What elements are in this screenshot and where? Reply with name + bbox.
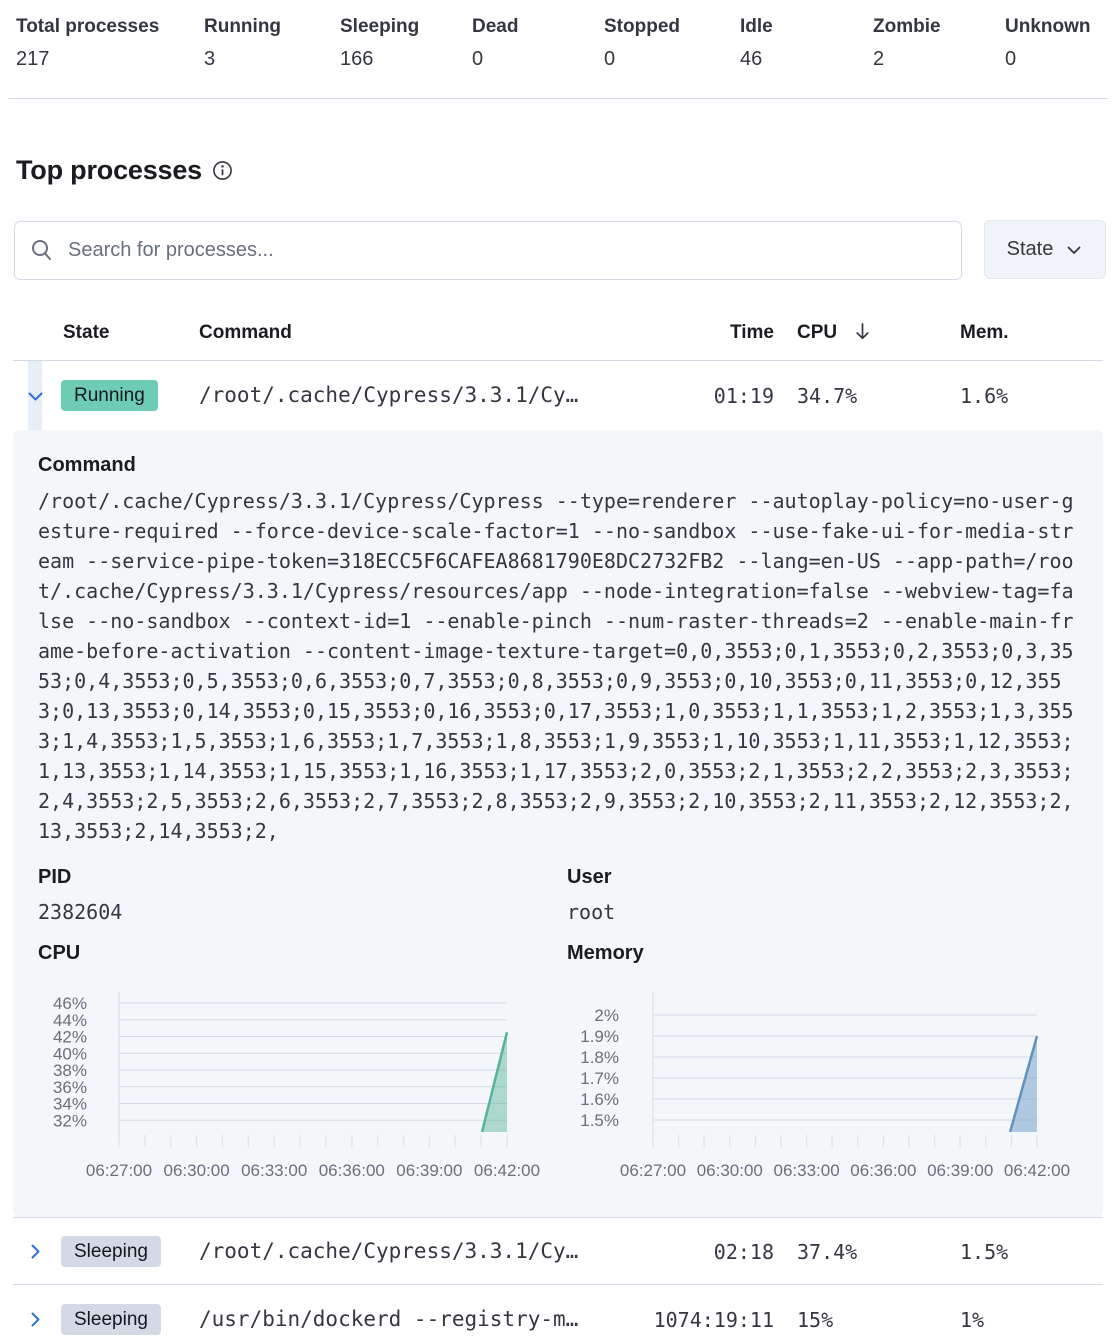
cpu-cell: 15% (797, 1308, 834, 1332)
svg-text:06:27:00: 06:27:00 (85, 1161, 153, 1180)
process-row-3 (13, 1284, 1103, 1344)
process-row-2 (13, 1217, 1103, 1284)
cpu-cell: 37.4% (797, 1240, 858, 1264)
svg-text:36%: 36% (52, 1077, 87, 1097)
status-badge-running: Running (61, 380, 158, 411)
state-filter-button[interactable] (984, 220, 1106, 279)
svg-text:06:33:00: 06:33:00 (241, 1161, 308, 1180)
sort-desc-arrow-icon (854, 322, 871, 344)
stat-sleeping (340, 16, 472, 71)
section-header (16, 155, 233, 186)
svg-text:2%: 2% (594, 1006, 619, 1026)
header-state: State (63, 322, 110, 343)
svg-text:06:36:00: 06:36:00 (850, 1161, 917, 1180)
stat-label: Stopped (604, 16, 680, 37)
header-mem[interactable]: Mem. (960, 322, 1009, 343)
mem-cell: 1% (960, 1308, 985, 1332)
svg-text:1.5%: 1.5% (580, 1111, 619, 1131)
stat-dead (472, 16, 604, 71)
svg-text:06:39:00: 06:39:00 (927, 1161, 994, 1180)
chevron-down-icon (1065, 241, 1083, 259)
status-badge-sleeping: Sleeping (61, 1304, 161, 1335)
table-header-row (13, 310, 1103, 361)
stat-value: 0 (472, 48, 484, 70)
svg-text:44%: 44% (52, 1010, 87, 1030)
process-row-1 (13, 361, 1103, 430)
cpu-usage-chart (30, 990, 545, 1188)
stat-value: 2 (873, 48, 885, 70)
pid-value: 2382604 (38, 900, 123, 924)
stat-label: Running (204, 16, 282, 37)
mem-cell: 1.6% (960, 384, 1009, 408)
time-cell: 1074:19:11 (653, 1308, 774, 1332)
svg-text:42%: 42% (52, 1027, 87, 1047)
expand-row-button[interactable] (26, 1242, 45, 1266)
stat-value: 46 (740, 48, 763, 70)
svg-text:34%: 34% (52, 1094, 87, 1114)
svg-text:06:30:00: 06:30:00 (696, 1161, 763, 1180)
svg-text:06:42:00: 06:42:00 (473, 1161, 541, 1180)
expand-row-button[interactable] (26, 1310, 45, 1334)
stat-label: Dead (472, 16, 519, 37)
command-full-text: /root/.cache/Cypress/3.3.1/Cypress/Cypress --type=renderer --autoplay-policy=no-user-gesture-required --force-device-scale-factor=1 --no-sandbox --use-fake-ui-for-media-stream --service-pipe-token=318ECC5F6CAFEA8681790E8DC2732FB2 --lang=en-US --app-path=/root/.cache/Cypress/3.3.1/Cypress/resources/app --node-integration=false --webview-tag=false --no-sandbox --context-id=1 --enable-pinch --num-raster-threads=2 --enable-main-frame-before-activation --content-image-texture-target=0,0,3553;0,1,3553;0,2,3553;0,3,3553;0,4,3553;0,5,3553;0,6,3553;0,7,3553;0,8,3553;0,9,3553;0,10,3553;0,11,3553;0,12,3553;0,13,3553;0,14,3553;0,15,3553;0,16,3553;0,17,3553;1,0,3553;1,1,3553;1,2,3553;1,3,3553;1,4,3553;1,5,3553;1,6,3553;1,7,3553;1,8,3553;1,9,3553;1,10,3553;1,11,3553;1,12,3553;1,13,3553;1,14,3553;1,15,3553;1,16,3553;1,17,3553;2,0,3553;2,1,3553;2,2,3553;2,3,3553;2,4,3553;2,5,3553;2,6,3553;2,7,3553;2,8,3553;2,9,3553;2,10,3553;2,11,3553;2,12,3553;2,13,3553;2,14,3553;2, (38, 489, 1074, 843)
memory-usage-chart (560, 990, 1075, 1188)
stat-idle (740, 16, 873, 71)
stat-value: 217 (16, 48, 50, 70)
stat-running (204, 16, 340, 71)
svg-text:38%: 38% (52, 1061, 87, 1081)
stat-unknown (1005, 16, 1105, 71)
stat-zombie (873, 16, 1005, 71)
stat-label: Sleeping (340, 16, 420, 37)
svg-text:06:42:00: 06:42:00 (1003, 1161, 1071, 1180)
stat-label: Unknown (1005, 16, 1091, 37)
header-cpu[interactable] (797, 322, 871, 344)
stat-value: 0 (1005, 48, 1017, 70)
stat-stopped (604, 16, 740, 71)
search-input[interactable] (68, 239, 947, 262)
svg-text:06:39:00: 06:39:00 (396, 1161, 463, 1180)
stat-label: Total processes (16, 16, 160, 37)
header-time[interactable]: Time (729, 322, 774, 343)
process-detail-panel (13, 430, 1103, 1217)
process-summary-bar (16, 16, 1105, 71)
pid-label: PID (38, 866, 72, 888)
page-title: Top processes (16, 155, 202, 185)
stat-value: 166 (340, 48, 374, 70)
svg-text:06:36:00: 06:36:00 (318, 1161, 385, 1180)
memory-chart-title: Memory (567, 942, 644, 964)
section-divider (8, 98, 1108, 99)
user-label: User (567, 866, 612, 888)
stat-label: Idle (740, 16, 773, 37)
svg-text:06:27:00: 06:27:00 (619, 1161, 687, 1180)
user-value: root (567, 900, 616, 924)
svg-text:32%: 32% (52, 1111, 87, 1131)
command-label: Command (38, 454, 136, 476)
stat-value: 0 (604, 48, 616, 70)
search-icon (29, 238, 55, 264)
svg-text:1.8%: 1.8% (580, 1048, 619, 1068)
time-cell: 02:18 (713, 1240, 774, 1264)
svg-text:1.7%: 1.7% (580, 1069, 619, 1089)
svg-text:1.6%: 1.6% (580, 1090, 619, 1110)
stat-total-processes (16, 16, 204, 71)
svg-text:1.9%: 1.9% (580, 1027, 619, 1047)
stat-value: 3 (204, 48, 216, 70)
command-cell: /root/.cache/Cypress/3.3.1/Cy… (199, 1239, 579, 1263)
collapse-row-button[interactable] (26, 387, 45, 411)
cpu-cell: 34.7% (797, 384, 858, 408)
process-search (14, 221, 962, 280)
info-icon[interactable] (212, 160, 233, 181)
cpu-chart-title: CPU (38, 942, 81, 964)
state-filter-label: State (1006, 238, 1054, 260)
time-cell: 01:19 (713, 384, 774, 408)
status-badge-sleeping: Sleeping (61, 1236, 161, 1267)
stat-label: Zombie (873, 16, 941, 37)
command-cell: /root/.cache/Cypress/3.3.1/Cy… (199, 383, 579, 407)
header-command: Command (199, 322, 292, 343)
svg-text:06:30:00: 06:30:00 (163, 1161, 230, 1180)
svg-text:46%: 46% (52, 994, 87, 1014)
header-cpu-label: CPU (797, 322, 838, 343)
svg-text:40%: 40% (52, 1044, 87, 1064)
mem-cell: 1.5% (960, 1240, 1009, 1264)
svg-text:06:33:00: 06:33:00 (773, 1161, 840, 1180)
command-cell: /usr/bin/dockerd --registry-m… (199, 1307, 579, 1331)
